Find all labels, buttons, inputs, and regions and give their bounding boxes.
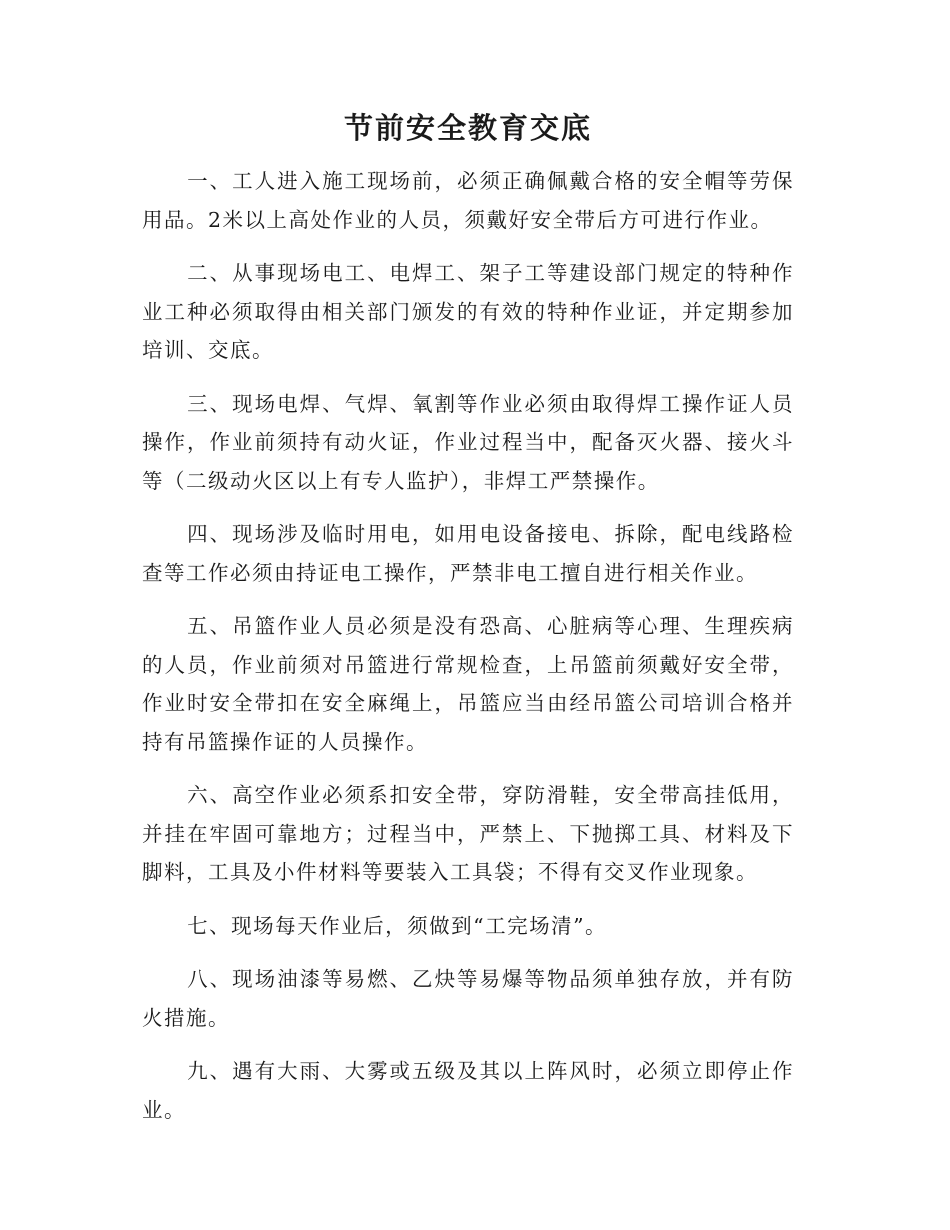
rule-paragraph-5: 五、吊篮作业人员必须是没有恐高、心脏病等心理、生理疾病的人员，作业前须对吊篮进行常规检查，上吊篮前须戴好安全带，作业时安全带扣在安全麻绳上，吊篮应当由经吊篮公司培训合格并持有吊篮操作证的人员操作。 (142, 614, 794, 754)
rule-paragraph-8: 八、现场油漆等易燃、乙炔等易爆等物品须单独存放，并有防火措施。 (142, 967, 794, 1030)
rule-paragraph-6: 六、高空作业必须系扣安全带，穿防滑鞋，安全带高挂低用，并挂在牢固可靠地方；过程当中，严禁上、下抛掷工具、材料及下脚料，工具及小件材料等要装入工具袋；不得有交叉作业现象。 (142, 783, 794, 884)
rule-paragraph-7: 七、现场每天作业后，须做到“工完场清”。 (187, 913, 608, 938)
rule-paragraph-2: 二、从事现场电工、电焊工、架子工等建设部门规定的特种作业工种必须取得由相关部门颁发的有效的特种作业证，并定期参加培训、交底。 (142, 261, 794, 362)
document-page (142, 108, 794, 1144)
rule-paragraph-3: 三、现场电焊、气焊、氧割等作业必须由取得焊工操作证人员操作，作业前须持有动火证，作业过程当中，配备灭火器、接火斗等（二级动火区以上有专人监护），非焊工严禁操作。 (142, 391, 794, 493)
rule-paragraph-4: 四、现场涉及临时用电，如用电设备接电、拆除，配电线路检查等工作必须由持证电工操作，严禁非电工擅自进行相关作业。 (142, 522, 794, 585)
rule-paragraph-9: 九、遇有大雨、大雾或五级及其以上阵风时，必须立即停止作业。 (142, 1059, 794, 1122)
rule-paragraph-1: 一、工人进入施工现场前，必须正确佩戴合格的安全帽等劳保用品。2米以上高处作业的人员，须戴好安全带后方可进行作业。 (142, 169, 794, 232)
document-title: 节前安全教育交底 (343, 111, 592, 145)
